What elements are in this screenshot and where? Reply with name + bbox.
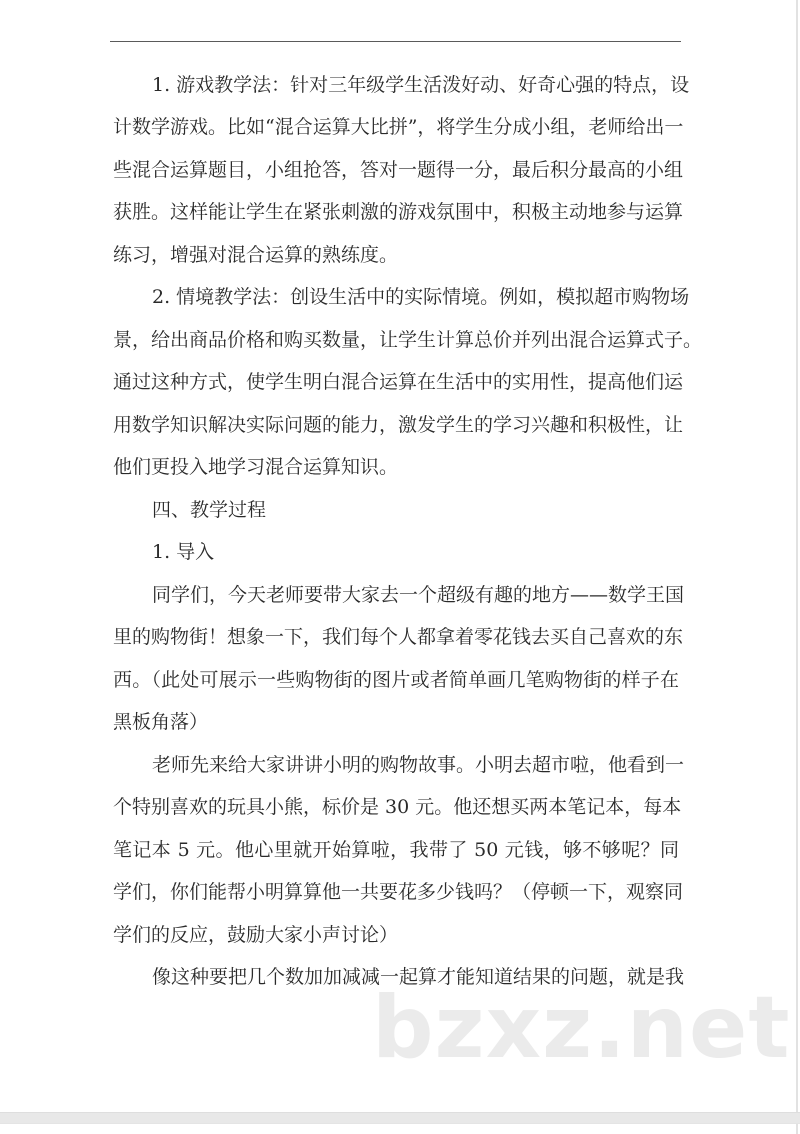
header-rule — [110, 41, 681, 42]
paragraph-line: 2. 情境教学法：创设生活中的实际情境。例如，模拟超市购物场 — [152, 286, 690, 308]
paragraph-line: 练习，增强对混合运算的熟练度。 — [113, 244, 399, 266]
paragraph-line: 学们的反应，鼓励大家小声讨论） — [113, 924, 399, 946]
paragraph-line: 像这种要把几个数加加减减一起算才能知道结果的问题，就是我 — [152, 966, 685, 988]
paragraph-line: 个特别喜欢的玩具小熊，标价是 30 元。他还想买两本笔记本，每本 — [113, 796, 682, 818]
paragraph-line: 同学们，今天老师要带大家去一个超级有趣的地方——数学王国 — [152, 584, 685, 606]
paragraph-line: 1. 游戏教学法：针对三年级学生活泼好动、好奇心强的特点，设 — [152, 74, 690, 96]
watermark: bzxz.net — [372, 978, 791, 1078]
page-separator — [0, 1112, 800, 1124]
next-page-edge — [0, 1124, 798, 1134]
paragraph-line: 些混合运算题目，小组抢答，答对一题得一分，最后积分最高的小组 — [113, 159, 684, 181]
paragraph-line: 学们，你们能帮小明算算他一共要花多少钱吗？（停顿一下，观察同 — [113, 881, 684, 903]
paragraph-line: 获胜。这样能让学生在紧张刺激的游戏氛围中，积极主动地参与运算 — [113, 201, 684, 223]
paragraph-line: 用数学知识解决实际问题的能力，激发学生的学习兴趣和积极性，让 — [113, 414, 684, 436]
paragraph-line: 笔记本 5 元。他心里就开始算啦，我带了 50 元钱，够不够呢？同 — [113, 839, 679, 861]
paragraph-line: 老师先来给大家讲讲小明的购物故事。小明去超市啦，他看到一 — [152, 754, 685, 776]
paragraph-line: 里的购物街！想象一下，我们每个人都拿着零花钱去买自己喜欢的东 — [113, 626, 684, 648]
paragraph-line: 黑板角落） — [113, 711, 209, 733]
section-heading: 四、教学过程 — [152, 499, 267, 521]
paragraph-line: 他们更投入地学习混合运算知识。 — [113, 456, 399, 478]
paragraph-line: 通过这种方式，使学生明白混合运算在生活中的实用性，提高他们运 — [113, 371, 684, 393]
subsection-heading: 1. 导入 — [152, 541, 215, 563]
paragraph-line: 计数学游戏。比如“混合运算大比拼”，将学生分成小组，老师给出一 — [113, 116, 684, 138]
paragraph-line: 景，给出商品价格和购买数量，让学生计算总价并列出混合运算式子。 — [113, 329, 703, 351]
paragraph-line: 西。（此处可展示一些购物街的图片或者简单画几笔购物街的样子在 — [113, 669, 679, 691]
